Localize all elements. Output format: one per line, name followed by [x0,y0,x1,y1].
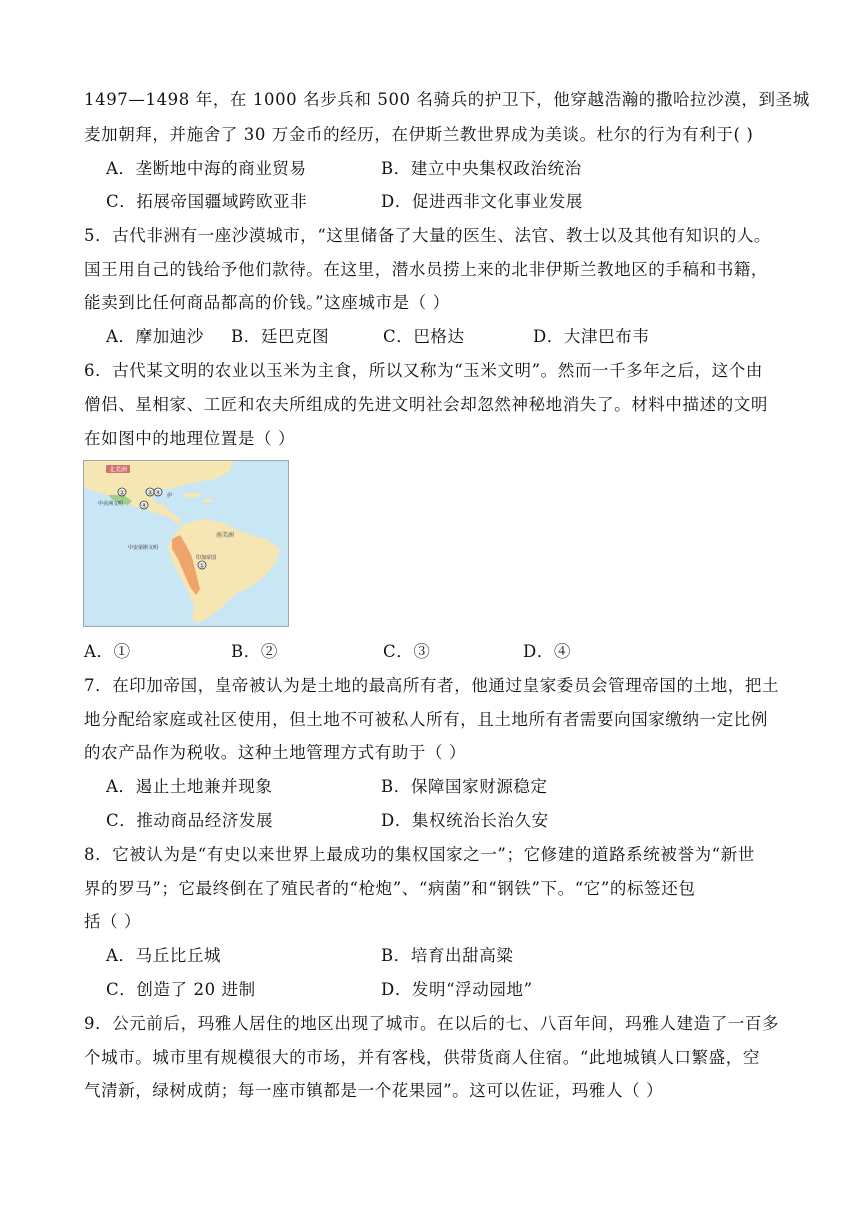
q7-option-c[interactable]: C．推动商品经济发展 [106,811,274,830]
q6-option-b[interactable]: B．② [231,642,278,661]
q5-option-a[interactable]: A．摩加迪沙 [106,327,205,346]
q7-option-a[interactable]: A．遏止土地兼并现象 [106,777,273,796]
q8-option-b[interactable]: B．培育出甜高粱 [381,946,514,965]
q6-text-line-2: 僧侣、星相家、工匠和农夫所组成的先进文明社会却忽然神秘地消失了。材料中描述的文明 [84,395,768,414]
q8-text-line-1: 8．它被认为是“有史以来世界上最成功的集权国家之一”；它修建的道路系统被誉为“新世 [84,845,755,864]
map-marker-1: ① [199,562,205,570]
q9-text-line-3: 气清新，绿树成荫；每一座市镇都是一个花果园”。这可以佐证，玛雅人（ ） [84,1081,664,1100]
q4-option-b[interactable]: B．建立中央集权政治统治 [381,159,582,178]
q5-text-line-2: 国王用自己的钱给予他们款待。在这里，潜水员捞上来的北非伊斯兰教地区的手稿和书籍， [84,260,768,279]
q4-text-line-2: 麦加朝拜，并施舍了 30 万金币的经历，在伊斯兰教世界成为美谈。杜尔的行为有利于( ) [84,125,754,144]
q7-option-d[interactable]: D．集权统治长治久安 [381,811,549,830]
map-label-yi: 伊 [167,493,173,499]
q5-text-line-1: 5．古代非洲有一座沙漠城市，“这里储备了大量的医生、法官、教士以及其他有知识的人。 [84,226,772,245]
map-label-north-america: 北美洲 [108,466,128,474]
map-marker-3: ③ [147,489,153,497]
map-marker-2: ② [119,489,125,497]
q7-text-line-2: 地分配给家庭或社区使用，但土地不可被私人所有，且土地所有者需要向国家缴纳一定比例 [84,710,768,729]
map-label-andean: 中安第斯文明 [128,545,159,551]
q4-text-line-1: 1497—1498 年，在 1000 名步兵和 500 名骑兵的护卫下，他穿越浩瀚的撒哈拉沙漠，到圣城 [84,90,810,109]
q5-option-d[interactable]: D．大津巴布韦 [533,327,650,346]
q8-option-c[interactable]: C．创造了 20 进制 [106,980,256,999]
q5-text-line-3: 能卖到比任何商品都高的价钱。”这座城市是（ ） [84,293,450,312]
q5-option-c[interactable]: C．巴格达 [383,327,465,346]
q9-text-line-2: 个城市。城市里有规模很大的市场，并有客栈，供带货商人住宿。“此地城镇人口繁盛，空 [84,1048,760,1067]
q8-option-d[interactable]: D．发明“浮动园地” [381,980,533,999]
q7-text-line-3: 的农产品作为税收。这种土地管理方式有助于（ ） [84,743,467,762]
q6-option-c[interactable]: C．③ [383,642,431,661]
americas-map [83,460,289,627]
q4-option-d[interactable]: D．促进西非文化事业发展 [381,192,583,211]
americas-map-image [84,461,288,626]
q9-text-line-1: 9．公元前后，玛雅人居住的地区出现了城市。在以后的七、八百年间，玛雅人建造了一百多 [84,1014,780,1033]
map-marker-4b: ④ [141,502,147,510]
map-label-south-america: 南美洲 [216,532,235,539]
q5-option-b[interactable]: B．廷巴克图 [231,327,330,346]
q6-option-d[interactable]: D．④ [523,642,572,661]
q6-text-line-1: 6．古代某文明的农业以玉米为主食，所以又称为“玉米文明”。然而一千多年之后，这个由 [84,361,763,380]
map-label-inca: 印加帝国 [196,555,217,561]
q8-text-line-3: 括（ ） [84,912,142,931]
q8-text-line-2: 界的罗马”；它最终倒在了殖民者的“枪炮”、“病菌”和“钢铁”下。“它”的标签还包 [84,879,696,898]
q7-text-line-1: 7．在印加帝国，皇帝被认为是土地的最高所有者，他通过皇家委员会管理帝国的土地，把土 [84,676,780,695]
map-label-central-america: 中美洲文明 [98,501,124,507]
map-marker-4: ④ [155,489,161,497]
q7-option-b[interactable]: B．保障国家财源稳定 [381,777,548,796]
q6-option-a[interactable]: A．① [84,642,131,661]
q8-option-a[interactable]: A．马丘比丘城 [106,946,222,965]
q4-option-c[interactable]: C．拓展帝国疆域跨欧亚非 [106,192,308,211]
q6-text-line-3: 在如图中的地理位置是（ ） [84,429,296,448]
q4-option-a[interactable]: A．垄断地中海的商业贸易 [106,159,307,178]
